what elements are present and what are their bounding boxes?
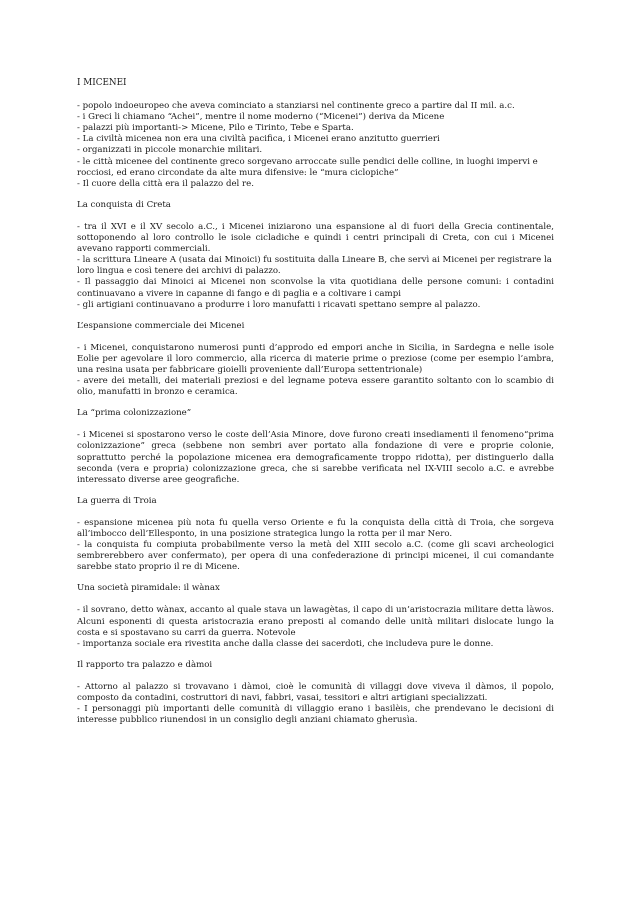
section-paragraph: - Attorno al palazzo si trovavano i dàmoi, cioè le comunità di villaggi dove viveva il dàmos, il popolo, composto da contadini, costruttori di navi, fabbri, vasai, tessitori e altri artigiani specializzati. <box>77 681 554 704</box>
section-heading: La conquista di Creta <box>77 199 171 210</box>
intro-item: - organizzati in piccole monarchie militari. <box>77 145 263 156</box>
section-creta <box>77 200 554 311</box>
section-paragraph: - tra il XVI e il XV secolo a.C., i Micenei iniziarono una espansione al di fuori della Grecia continentale, sottoponendo al loro controllo le isole cicladiche e quindi i centri principali di Creta, con cui i Micenei avevano rapporti commerciali. <box>77 221 554 255</box>
section-paragraph: - il sovrano, detto wànax, accanto al quale stava un lawagètas, il capo di un’aristocrazia militare detta làwos. Alcuni esponenti di questa aristocrazia erano preposti al comando delle unità militari dislocate lungo la costa e si spostavano su carri da guerra. Notevole <box>77 605 554 638</box>
section-paragraph: - gli artigiani continuavano a produrre i loro manufatti i ricavati spettano sempre al palazzo. <box>77 299 481 310</box>
intro-list <box>77 101 554 190</box>
section-troia <box>77 496 554 574</box>
section-heading: La guerra di Troia <box>77 495 157 506</box>
section-paragraph: - espansione micenea più nota fu quella verso Oriente e fu la conquista della città di Troia, che sorgeva all’imbocco dell’Ellesponto, in una posizione strategica lungo la rotta per il mar Nero. <box>77 517 554 539</box>
intro-item: - le città micenee del continente greco sorgevano arroccate sulle pendici delle colline, in luoghi impervi e rocciosi, ed erano circondate da alte mura difensive: le “mura ciclopiche” <box>77 156 538 178</box>
document-title: I MICENEI <box>77 78 127 88</box>
section-paragraph: - avere dei metalli, dei materiali preziosi e del legname poteva essere garantito soltanto con lo scambio di olio, manufatti in bronzo e ceramica. <box>77 376 554 398</box>
section-heading: L’espansione commerciale dei Micenei <box>77 320 245 331</box>
section-heading: Il rapporto tra palazzo e dàmoi <box>77 659 213 670</box>
section-paragraph: - i Micenei si spostarono verso le coste dell’Asia Minore, dove furono creati insediamenti il fenomeno“prima colonizzazione” greca (sebbene non sembri aver portato alla fondazione di vere e proprie colonie, soprattutto perché la popolazione micenea era demograficamente troppo ridotta), per distinguerlo dalla seconda (vera e propria) colonizzazione greca, che si sarebbe verificata nel IX-VIII secolo a.C. e avrebbe interessato diverse aree geografiche. <box>77 430 554 485</box>
intro-item: - La civiltà micenea non era una civiltà pacifica, i Micenei erano anzitutto guerrieri <box>77 134 440 145</box>
section-wanax <box>77 583 554 649</box>
section-paragraph: - importanza sociale era rivestita anche dalla classe dei sacerdoti, che includeva pure le donne. <box>77 638 494 649</box>
section-damoi <box>77 660 554 726</box>
section-espansione <box>77 321 554 399</box>
section-paragraph: - I personaggi più importanti delle comunità di villaggio erano i basilèis, che prendevano le decisioni di interesse pubblico riunendosi in un consiglio degli anziani chiamato gherusìa. <box>77 704 554 726</box>
section-paragraph: - la scrittura Lineare A (usata dai Minoici) fu sostituita dalla Lineare B, che servì ai Micenei per registrare la loro lingua e così tenere dei archivi di palazzo. <box>77 255 552 277</box>
section-colonizzazione <box>77 408 554 486</box>
section-paragraph: - i Micenei, conquistarono numerosi punti d’approdo ed empori anche in Sicilia, in Sardegna e nelle isole Eolie per agevolare il loro commercio, alla ricerca di materie prime o preziose (come per esempio l’ambra, una resina usata per fabbricare gioielli proveniente dall’Europa settentrionale) <box>77 342 554 375</box>
section-heading: Una società piramidale: il wànax <box>77 583 220 594</box>
intro-item: - Il cuore della città era il palazzo del re. <box>77 178 254 189</box>
section-paragraph: - la conquista fu compiuta probabilmente verso la metà del XIII secolo a.C. (come gli scavi archeologici sembrerebbero aver confermato), per opera di una confederazione di principi micenei, il cui comandante sarebbe stato proprio il re di Micene. <box>77 540 554 573</box>
section-heading: La “prima colonizzazione” <box>77 408 192 419</box>
section-paragraph: - Il passaggio dai Minoici ai Micenei non sconvolse la vita quotidiana delle persone comuni: i contadini continuavano a vivere in capanne di fango e di paglia e a coltivare i campi <box>77 277 554 299</box>
intro-item: - palazzi più importanti-> Micene, Pilo e Tirinto, Tebe e Sparta. <box>77 123 354 134</box>
intro-item: - i Greci li chiamano “Achei”, mentre il nome moderno (“Micenei”) deriva da Micene <box>77 112 445 123</box>
intro-item: - popolo indoeuropeo che aveva cominciato a stanziarsi nel continente greco a partire dal II mil. a.c. <box>77 101 515 112</box>
